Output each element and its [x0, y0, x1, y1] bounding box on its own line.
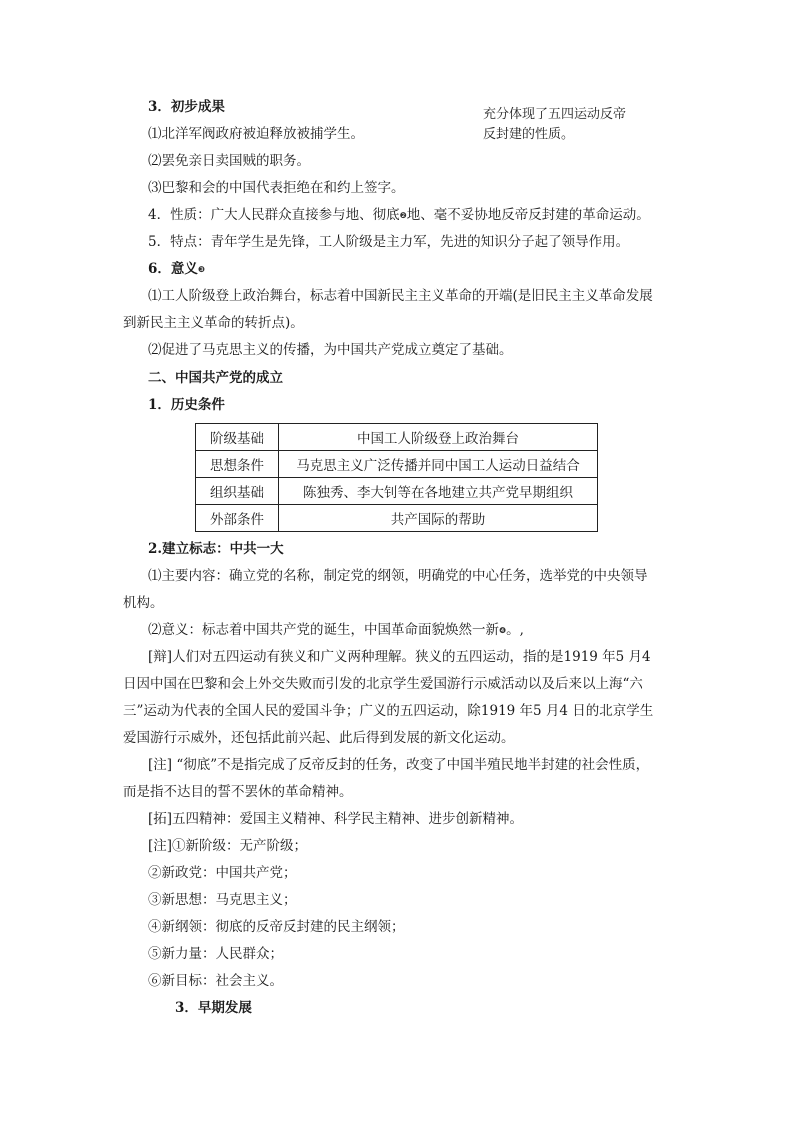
conditions-table — [195, 423, 598, 532]
significance-item-2: ⑵促进了马克思主义的传播，为中国共产党成立奠定了基础。 — [148, 342, 513, 358]
table-row — [196, 478, 598, 505]
historical-conditions-heading: 1．历史条件 — [148, 397, 225, 413]
significance-label: 6．意义 — [148, 261, 198, 277]
founding-item-1-line-2: 机构。 — [123, 595, 164, 611]
note-bian-line-2: 日因中国在巴黎和会上外交失败而引发的北京学生爱国游行示威活动以及后来以上海“六 — [123, 676, 643, 692]
founding-item-1-line-1: ⑴主要内容：确立党的名称，制定党的纲领，明确党的中心任务，选举党的中央领导 — [148, 568, 648, 584]
note-zhu2-item-3: ③新思想：马克思主义； — [148, 892, 297, 908]
note-zhu2-item-5: ⑤新力量：人民群众； — [148, 946, 283, 962]
annotation-mark-2-icon: ❷ — [399, 211, 407, 220]
note-zhu2-item-6: ⑥新目标：社会主义。 — [148, 973, 283, 989]
features-line: 5．特点：青年学生是先锋，工人阶级是主力军，先进的知识分子起了领导作用。 — [148, 234, 630, 250]
significance-item-1-line-2: 到新民主主义革命的转折点)。 — [123, 315, 304, 331]
annotation-mark-4-icon: ❹ — [499, 626, 507, 635]
note-zhu-line-2: 而是指不达目的誓不罢休的革命精神。 — [123, 784, 353, 800]
table-key: 外部条件 — [196, 505, 279, 532]
table-key: 组织基础 — [196, 478, 279, 505]
note-zhu-line-1: [注] “彻底”不是指完成了反帝反封的任务，改变了中国半殖民地半封建的社会性质， — [148, 757, 650, 773]
significance-heading — [148, 260, 205, 279]
note-bian-line-3: 三”运动为代表的全国人民的爱国斗争；广义的五四运动，除1919 年5 月4 日的北京学生 — [123, 703, 654, 719]
nature-suffix: 地、毫不妥协地反帝反封建的革命运动。 — [406, 207, 650, 223]
note-bian-line-1: [辩]人们对五四运动有狭义和广义两种理解。狭义的五四运动，指的是1919 年5 月4 — [148, 649, 651, 665]
annotation-mark-3-icon: ❸ — [197, 265, 206, 274]
table-value: 马克思主义广泛传播并同中国工人运动日益结合 — [279, 451, 598, 478]
result-item-2: ⑵罢免亲日卖国贼的职务。 — [148, 153, 310, 169]
table-key: 阶级基础 — [196, 424, 279, 451]
table-value: 共产国际的帮助 — [279, 505, 598, 532]
founding-item-2-text: ⑵意义：标志着中国共产党的诞生，中国革命面貌焕然一新 — [148, 622, 499, 638]
early-development-heading: 3．早期发展 — [175, 1000, 252, 1016]
section-3-heading: 3．初步成果 — [148, 99, 225, 115]
table-value: 陈独秀、李大钊等在各地建立共产党早期组织 — [279, 478, 598, 505]
table-row — [196, 424, 598, 451]
note-tuo: [拓]五四精神：爱国主义精神、科学民主精神、进步创新精神。 — [148, 811, 524, 827]
nature-line — [148, 206, 650, 225]
table-row — [196, 451, 598, 478]
founding-item-2-suffix: 。, — [506, 622, 524, 638]
nature-prefix: 4．性质：广大人民群众直接参与地、彻底 — [148, 207, 400, 223]
result-item-1: ⑴北洋军阀政府被迫释放被捕学生。 — [148, 126, 364, 142]
note-zhu2-item-2: ②新政党：中国共产党； — [148, 865, 297, 881]
note-bian-line-4: 爱国游行示威外，还包括此前兴起、此后得到发展的新文化运动。 — [123, 730, 515, 746]
result-item-3: ⑶巴黎和会的中国代表拒绝在和约上签字。 — [148, 180, 405, 196]
note-zhu2-item-1: [注]①新阶级：无产阶级； — [148, 838, 308, 854]
significance-item-1-line-1: ⑴工人阶级登上政治舞台，标志着中国新民主主义革命的开端(是旧民主主义革命发展 — [148, 288, 653, 304]
table-key: 思想条件 — [196, 451, 279, 478]
founding-heading: 2.建立标志：中共一大 — [148, 541, 284, 557]
handwritten-note-line-2: 反封建的性质。 — [483, 127, 575, 142]
table-value: 中国工人阶级登上政治舞台 — [279, 424, 598, 451]
part-2-heading: 二、中国共产党的成立 — [148, 370, 283, 386]
founding-item-2 — [148, 621, 524, 640]
table-row — [196, 505, 598, 532]
handwritten-note-line-1: 充分体现了五四运动反帝 — [483, 107, 627, 122]
note-zhu2-item-4: ④新纲领：彻底的反帝反封建的民主纲领； — [148, 919, 405, 935]
